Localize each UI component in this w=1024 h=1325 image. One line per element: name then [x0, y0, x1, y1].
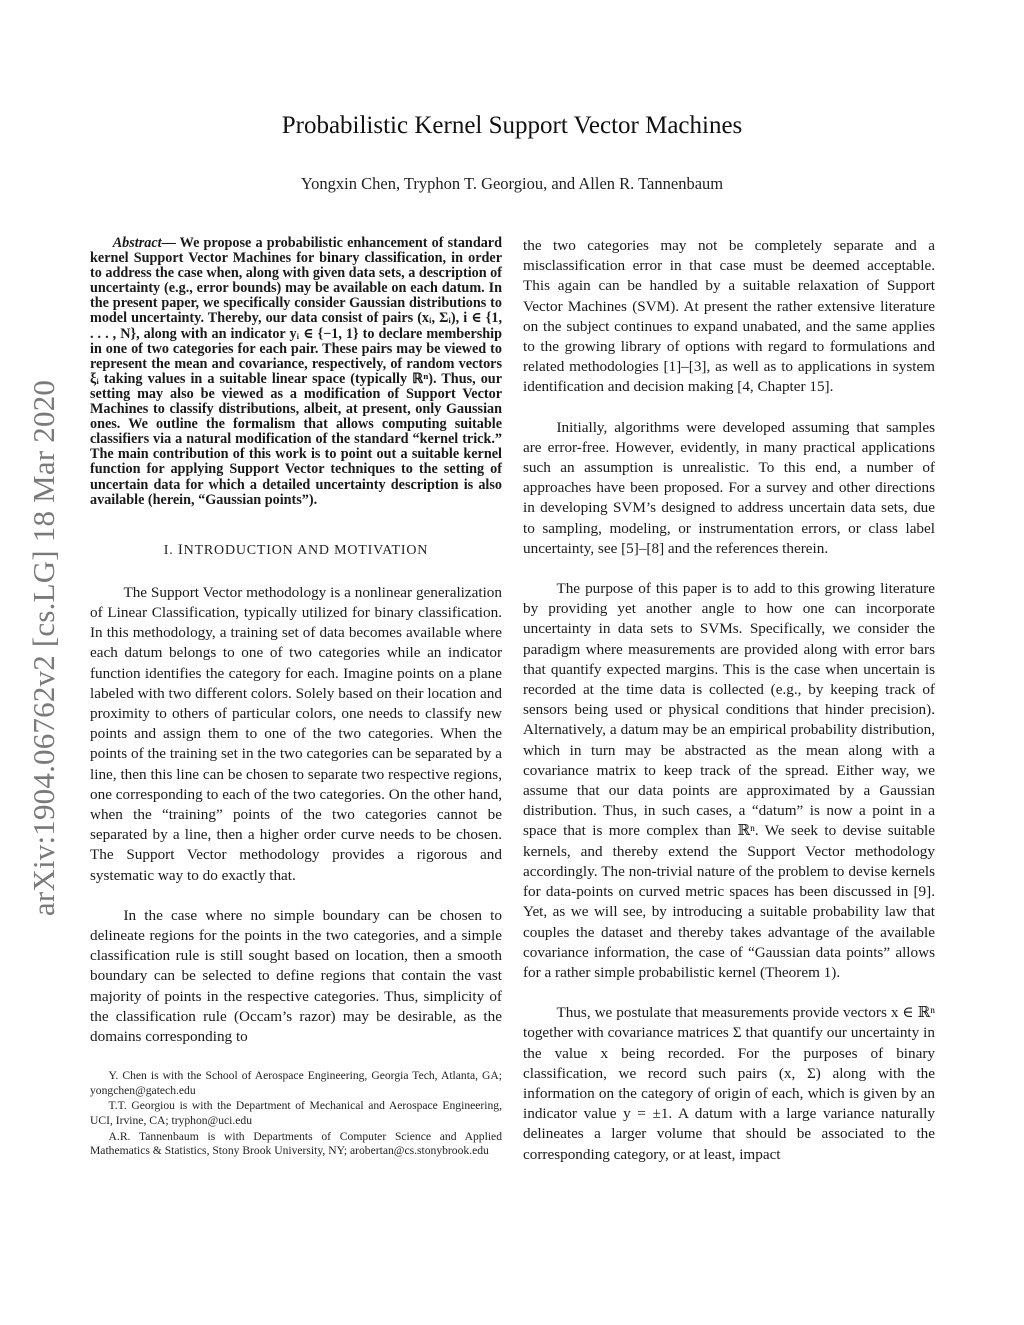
footnote-tannenbaum: A.R. Tannenbaum is with Departments of Computer Science and Applied Mathematics & Statistics, Stony Brook University, NY; arobertan@cs.stonybrook.edu — [90, 1129, 502, 1158]
body-paragraph: Thus, we postulate that measurements provide vectors x ∈ ℝⁿ together with covariance matrices Σ that quantify our uncertainty in the value x being recorded. For the purposes of binary classification, we record such pairs (x, Σ) along with the information on the category of origin of each, which is given by an indicator value y = ±1. A datum with a large variance naturally delineates a larger volume that should be associated to the corresponding category, or at least, impact — [523, 1004, 935, 1163]
section-title-rest: NTRODUCTION AND MOTIVATION — [183, 542, 429, 558]
section-numeral: I. — [163, 542, 178, 558]
author-affiliation-footnotes — [90, 1069, 502, 1159]
abstract — [90, 236, 502, 508]
abstract-text: — We propose a probabilistic enhancement of standard kernel Support Vector Machines for binary classification, in order to address the case when, along with given data sets, a description of uncertainty (e.g., error bounds) may be available on each datum. In the present paper, we specifically consider Gaussian distributions to model uncertainty. Thereby, our data consist of pairs (xᵢ, Σᵢ), i ∈ {1, . . . , N}, along with an indicator yᵢ ∈ {−1, 1} to declare membership in one of two categories for each pair. These pairs may be viewed to represent the mean and covariance, respectively, of random vectors ξᵢ taking values in a suitable linear space (typically ℝⁿ). Thus, our setting may also be viewed as a modification of Support Vector Machines to classify distributions, albeit, at present, only Gaussian ones. We outline the formalism that allows computing suitable classifiers via a natural modification of the standard “kernel trick.” The main contribution of this work is to point out a suitable kernel function for applying Support Vector techniques to the setting of uncertain data for which a detailed uncertainty description is also available (herein, “Gaussian points”). — [90, 235, 502, 508]
body-paragraph: In the case where no simple boundary can be chosen to delineate regions for the points in the two categories, and a simple classification rule is still sought based on location, then a smooth boundary can be selected to define regions that contain the vast majority of points in the respective categories. Thus, simplicity of the classification rule (Occam’s razor) may be desirable, as the domains corresponding to — [90, 906, 502, 1045]
right-column — [523, 236, 935, 1165]
footnote-chen: Y. Chen is with the School of Aerospace Engineering, Georgia Tech, Atlanta, GA; yongchen@gatech.edu — [90, 1069, 502, 1097]
left-column — [90, 236, 502, 1160]
abstract-label: Abstract — [112, 235, 162, 251]
section-title-initial: I — [177, 541, 184, 558]
body-paragraph: The purpose of this paper is to add to this growing literature by providing yet another angle to how one can incorporate uncertainty in data sets to SVMs. Specifically, we consider the paradigm where measurements are provided along with error bars that quantify expected margins. This is the case when uncertain is recorded at the time data is collected (e.g., by keeping track of sensors being used or physical conditions that hinder precision). Alternatively, a datum may be an empirical probability distribution, which in turn may be abstracted as the mean along with a covariance matrix to keep track of the spread. Either way, we assume that our data points are approximated by a Gaussian distribution. Thus, in such cases, a “datum” is now a point in a space that is more complex than ℝⁿ. We seek to devise suitable kernels, and thereby extend the Support Vector methodology accordingly. The non-trivial nature of the problem to devise kernels for data-points on curved metric spaces has been discussed in [9]. Yet, as we will see, by introducing a suitable probability law that couples the dataset and thereby takes advantage of the available covariance information, the case of “Gaussian data points” allows for a rather simple probabilistic kernel (Theorem 1). — [523, 580, 935, 981]
body-paragraph: the two categories may not be completely separate and a misclassification error in that case must be deemed acceptable. This again can be handled by a suitable relaxation of Support Vector Machines (SVM). At present the rather extensive literature on the subject continues to expand unabated, and the same applies to the growing library of options with regard to formulations and related methodologies [1]–[3], as well as to applications in system identification and decision making [4, Chapter 15]. — [523, 237, 935, 396]
body-paragraph: Initially, algorithms were developed assuming that samples are error-free. However, evidently, in many practical applications such an assumption is unrealistic. To this end, a number of approaches have been proposed. For a survey and other directions in developing SVM’s designed to address uncertain data sets, due to sampling, modeling, or instrumentation errors, or class label uncertainty, see [5]–[8] and the references therein. — [523, 418, 935, 557]
arxiv-identifier-stamp — [20, 348, 68, 948]
arxiv-identifier-text[interactable]: arXiv:1904.06762v2 [cs.LG] 18 Mar 2020 — [26, 379, 61, 917]
section-heading-introduction — [90, 542, 502, 559]
body-paragraph: The Support Vector methodology is a nonlinear generalization of Linear Classification, typically utilized for binary classification. In this methodology, a training set of data becomes available where each datum belongs to one of two categories while an indicator function identifies the category for each. Imagine points on a plane labeled with two different colors. Solely based on their location and proximity to others of particular colors, one needs to classify new points and assign them to one of the two categories. When the points of the training set in the two categories can be separated by a line, then this line can be chosen to separate two respective regions, one corresponding to each of the two categories. On the other hand, when the “training” points of the two categories cannot be separated by a line, then a higher order curve needs to be chosen. The Support Vector methodology provides a rigorous and systematic way to do exactly that. — [90, 583, 502, 884]
paper-title: Probabilistic Kernel Support Vector Machines — [281, 112, 743, 139]
author-list: Yongxin Chen, Tryphon T. Georgiou, and Allen R. Tannenbaum — [300, 174, 724, 193]
footnote-georgiou: T.T. Georgiou is with the Department of Mechanical and Aerospace Engineering, UCI, Irvine, CA; tryphon@uci.edu — [90, 1099, 502, 1127]
